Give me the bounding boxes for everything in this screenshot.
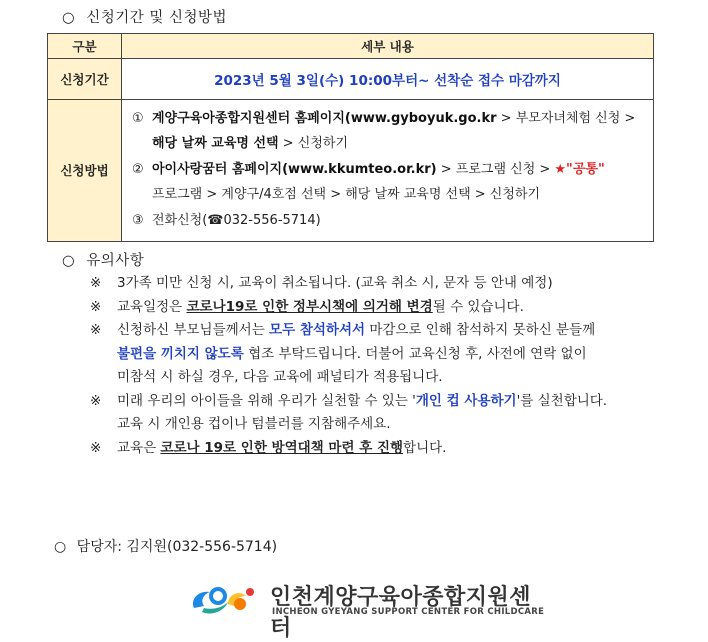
note-item [90, 296, 670, 320]
method-item-1-cont [132, 132, 643, 157]
item-number: ③ [132, 213, 144, 228]
note-mark: ※ [90, 298, 102, 315]
note-item [90, 390, 670, 437]
note-text: 마감으로 인해 참석하지 못하신 분들께 [365, 322, 596, 338]
section-notes-heading [62, 249, 144, 270]
section-title: 신청기간 및 신청방법 [86, 10, 228, 26]
homepage-link[interactable]: 계양구육아종합지원센터 홈페이지(www.gyboyuk.go.kr [152, 111, 497, 126]
note-item [90, 319, 670, 390]
item-number: ② [132, 162, 144, 177]
header-category: 구분 [48, 34, 122, 59]
note-text: '를 실천합니다. [516, 392, 608, 409]
note-text: 3가족 미만 신청 시, 교육이 취소됩니다. (교육 취소 시, 문자 등 안내 예정) [117, 275, 553, 291]
section-bullet: ○ [62, 253, 76, 269]
note-emphasis-blue: 모두 참석하셔서 [269, 322, 366, 338]
method-text-bold: 해당 날짜 교육명 선택 [152, 135, 279, 151]
contact-text: 담당자: 김지원(032-556-5714) [76, 539, 278, 555]
note-emphasis-blue: 개인 컵 사용하기 [415, 392, 517, 409]
org-footer [188, 580, 548, 641]
org-name-korean: 인천계양구육아종합지원센터 [270, 585, 532, 641]
table-row-period [48, 59, 654, 100]
note-emphasis-blue: 불편을 끼치지 않도록 [117, 345, 244, 362]
method-text: > 신청하기 [278, 135, 348, 151]
method-text: > 부모자녀체험 신청 > [496, 111, 636, 126]
note-text: 협조 부탁드립니다. 더불어 교육신청 후, 사전에 연락 없이 [243, 345, 587, 362]
notes-list [90, 272, 670, 460]
table-header-row [48, 34, 654, 59]
note-text: 될 수 있습니다. [432, 298, 524, 315]
method-item-2-cont [132, 183, 643, 208]
note-text: 합니다. [403, 439, 447, 456]
table-row-method [48, 100, 654, 242]
note-text: 교육 시 개인용 컵이나 텀블러를 지참해주세요. [117, 416, 391, 432]
kkumteo-link[interactable]: 아이사랑꿈터 홈페이지(www.kkumteo.or.kr) [152, 162, 437, 177]
method-item-1 [132, 107, 643, 132]
apply-info-table [47, 33, 654, 242]
note-mark: ※ [90, 275, 102, 291]
phone-apply-text: 전화신청(☎032-556-5714) [152, 213, 321, 228]
header-details: 세부 내용 [122, 34, 654, 59]
common-program-highlight: ★"공통" [554, 162, 605, 177]
method-text: > 프로그램 신청 > [436, 162, 555, 177]
note-emphasis: 코로나19로 인한 정부시책에 의거해 변경 [186, 298, 433, 315]
note-mark: ※ [90, 392, 102, 409]
note-mark: ※ [90, 322, 102, 338]
note-mark: ※ [90, 439, 102, 456]
section-title: 유의사항 [86, 253, 145, 269]
section-bullet: ○ [62, 10, 76, 26]
note-text: 교육은 [117, 439, 161, 456]
note-item [90, 437, 670, 461]
contact-bullet: ○ [54, 539, 67, 555]
note-text: 신청하신 부모님들께서는 [117, 322, 270, 338]
method-item-3 [132, 209, 643, 234]
section-apply-heading [62, 6, 227, 27]
contact-line [54, 536, 277, 556]
org-logo-icon [188, 582, 264, 618]
org-name-english: INCHEON GYEYANG SUPPORT CENTER FOR CHILDCARE [272, 607, 545, 617]
note-item [90, 272, 670, 296]
item-number: ① [132, 111, 144, 126]
note-text: 미래 우리의 아이들을 위해 우리가 실천할 수 있는 ' [117, 392, 416, 409]
note-text: 미참석 시 하실 경우, 다음 교육에 패널티가 적용됩니다. [117, 369, 443, 385]
method-item-2 [132, 158, 643, 183]
method-text: 프로그램 > 계양구/4호점 선택 > 해당 날짜 교육명 선택 > 신청하기 [152, 186, 541, 202]
method-label: 신청방법 [48, 100, 122, 242]
period-value: 2023년 5월 3일(수) 10:00부터~ 선착순 접수 마감까지 [122, 59, 654, 100]
method-details [122, 100, 654, 242]
note-text: 교육일정은 [117, 298, 187, 315]
note-emphasis: 코로나 19로 인한 방역대책 마련 후 진행 [160, 439, 404, 456]
period-label: 신청기간 [48, 59, 122, 100]
